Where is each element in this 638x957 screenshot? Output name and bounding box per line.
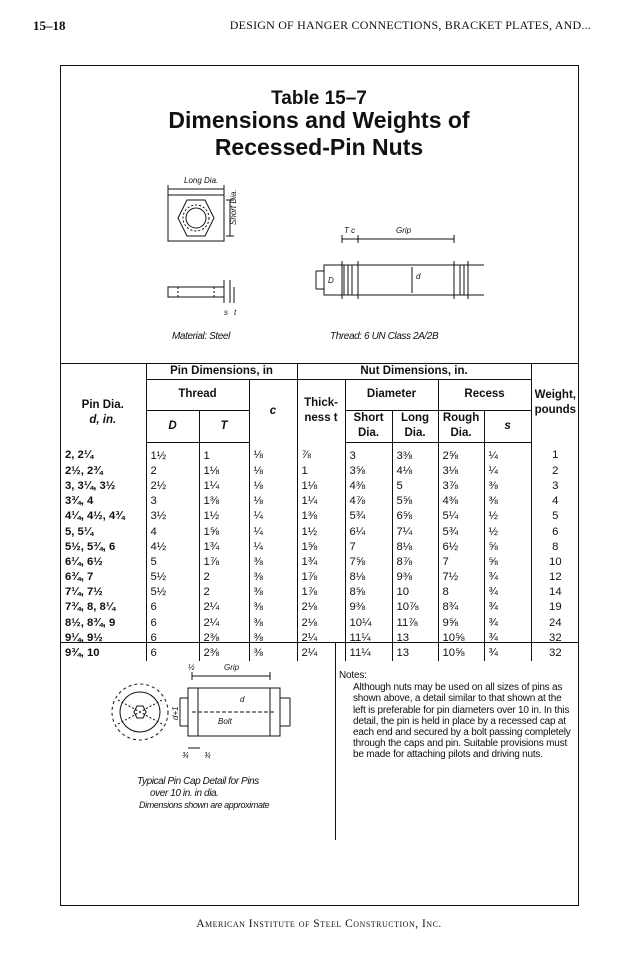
cell-rough: 4⅜ [438,494,484,509]
col-T: T [199,410,249,442]
cell-w: 32 [549,631,562,644]
table-row [60,509,579,524]
cell-short: 3⅝ [345,464,392,479]
label-three-quarter: ¾ [182,751,189,760]
cell-c: ⅛ [249,479,297,494]
cell-D: 2 [146,464,199,479]
cell-t: 1⅞ [297,585,345,600]
col-short-dia: Short Dia. [345,410,392,442]
cell-rough: 7 [438,555,484,570]
page-number: 15–18 [33,18,66,33]
cell-short: 11¼ [345,646,392,661]
label-short-dia: Short Dia. [229,189,238,225]
cell-c: ⅛ [249,442,297,464]
cell-short: 8⅝ [345,585,392,600]
cell-long: 9⅜ [392,570,438,585]
cell-rough: 8¾ [438,600,484,615]
table-row [60,600,579,615]
cell-t: 1⅛ [297,479,345,494]
cell-w: 14 [549,586,562,599]
cell-T: 2 [199,585,249,600]
cell-short: 3 [345,442,392,464]
cell-s: ¾ [484,570,531,585]
cell-c: ¼ [249,524,297,539]
cell-short: 4⅞ [345,494,392,509]
table-row [60,479,579,494]
label-d-bottom: d [240,695,245,704]
cell-t: 1⅝ [297,540,345,555]
cell-T: 1½ [199,509,249,524]
cell-D: 5 [146,555,199,570]
cell-rough: 10⅝ [438,631,484,646]
cell-rough: 8 [438,585,484,600]
cell-T: 1⅞ [199,555,249,570]
cell-T: 2⅜ [199,631,249,646]
group-nut-dimensions: Nut Dimensions, in. [297,364,531,380]
pin-cap-detail-figure [100,662,300,762]
table-row [60,442,579,464]
cell-D: 5½ [146,585,199,600]
cell-t: 2¼ [297,646,345,661]
cell-rough: 9⅝ [438,616,484,631]
cell-pin: 6¾, 7 [60,570,146,585]
cell-s: ¾ [484,616,531,631]
cell-w: 10 [549,555,562,568]
thickness-label: Thick- [304,397,338,409]
cell-long: 7¼ [392,524,438,539]
cell-c: ⅜ [249,570,297,585]
label-grip: Grip [396,226,412,235]
cell-T: 1¾ [199,540,249,555]
cell-w: 12 [549,571,562,584]
cell-short: 4⅜ [345,479,392,494]
label-D: D [328,276,334,285]
cell-pin: 3¾, 4 [60,494,146,509]
label-long-dia: Long Dia. [184,176,219,185]
cell-T: 2⅜ [199,646,249,661]
cell-c: ⅜ [249,555,297,570]
cell-c: ⅛ [249,494,297,509]
table-row [60,616,579,631]
cell-c: ⅛ [249,464,297,479]
notes-block [339,670,573,761]
cell-T: 1 [199,442,249,464]
table-title [0,107,638,161]
cell-long: 11⅞ [392,616,438,631]
cell-t: 1⅞ [297,570,345,585]
cell-s: ¾ [484,631,531,646]
cell-s: ⅝ [484,540,531,555]
table-row [60,524,579,539]
cell-w: 24 [549,616,562,629]
label-d-plus-1: d+1 [171,706,180,720]
cell-T: 2 [199,570,249,585]
table-row [60,494,579,509]
cell-short: 6¼ [345,524,392,539]
cell-short: 11¼ [345,631,392,646]
cell-c: ⅜ [249,646,297,661]
col-D: D [146,410,199,442]
cell-long: 8⅛ [392,540,438,555]
cell-t: 1 [297,464,345,479]
cell-rough: 2⅝ [438,442,484,464]
cell-t: 1¼ [297,494,345,509]
col-weight: Weight, pounds [531,364,579,443]
cell-long: 13 [392,631,438,646]
notes-title: Notes: [339,670,367,681]
cell-c: ⅜ [249,600,297,615]
cell-pin: 7¼, 7½ [60,585,146,600]
thickness-label-2: ness t [304,412,338,424]
cell-c: ⅜ [249,631,297,646]
subgroup-diameter: Diameter [345,380,438,411]
cell-c: ⅜ [249,616,297,631]
cell-rough: 6½ [438,540,484,555]
cell-rough: 3⅛ [438,464,484,479]
cell-s: ¾ [484,585,531,600]
cell-rough: 5¾ [438,524,484,539]
cell-s: ¼ [484,442,531,464]
running-header: DESIGN OF HANGER CONNECTIONS, BRACKET PLATES, AND... [229,18,591,32]
cell-t: 1⅜ [297,509,345,524]
col-s: s [484,410,531,442]
pin-dia-label: Pin Dia. [81,399,124,411]
notes-body: Although nuts may be used on all sizes of pins as shown above, a detail similar to that shown at the left is preferable for pin diameters over 10 in. In this detail, the pin is held in place by a recessed cap at each end and secured by a bolt passing completely through the caps and pin. Suitable provisions must be made for attaching pilots and driving nuts. [353,682,571,761]
cell-long: 4⅛ [392,464,438,479]
cell-short: 9⅜ [345,600,392,615]
cell-w: 4 [552,495,559,508]
cell-short: 5¾ [345,509,392,524]
cell-s: ¾ [484,600,531,615]
cell-w: 32 [549,647,562,660]
cell-t: 2⅛ [297,600,345,615]
table-row [60,464,579,479]
cell-D: 6 [146,616,199,631]
cell-T: 1⅛ [199,464,249,479]
cell-w: 5 [552,510,559,523]
cell-D: 6 [146,631,199,646]
cell-pin: 5½, 5¾, 6 [60,540,146,555]
label-bolt: Bolt [218,717,232,726]
cell-w: 1 [552,449,559,462]
cell-rough: 10⅝ [438,646,484,661]
cell-pin: 9¾, 10 [60,646,146,661]
label-d: d [416,272,421,281]
pin-cap-caption-3: Dimensions shown are approximate [139,800,270,810]
cell-D: 3½ [146,509,199,524]
cell-pin: 2½, 2¾ [60,464,146,479]
cell-D: 4 [146,524,199,539]
cell-w: 6 [552,525,559,538]
col-pin-dia [60,364,146,443]
cell-s: ¼ [484,464,531,479]
table-row [60,555,579,570]
cell-pin: 9¼, 9½ [60,631,146,646]
cell-T: 2¼ [199,600,249,615]
table-number: Table 15–7 [271,88,367,109]
cell-long: 13 [392,646,438,661]
label-grip-bottom: Grip [224,663,240,672]
cell-t: 1½ [297,524,345,539]
cell-D: 6 [146,600,199,615]
cell-T: 1¼ [199,479,249,494]
cell-s: ⅝ [484,555,531,570]
table-row [60,585,579,600]
pin-cap-caption-2: over 10 in. in dia. [150,788,219,799]
cell-long: 6⅝ [392,509,438,524]
cell-short: 7 [345,540,392,555]
cell-D: 1½ [146,442,199,464]
cell-T: 2¼ [199,616,249,631]
cell-rough: 5¼ [438,509,484,524]
label-tc: T c [344,226,356,235]
cell-T: 1⅜ [199,494,249,509]
cell-t: 1¾ [297,555,345,570]
col-c: c [249,380,297,443]
cell-D: 6 [146,646,199,661]
cell-long: 10 [392,585,438,600]
cell-pin: 3, 3¼, 3½ [60,479,146,494]
dimensions-table [60,363,579,661]
cell-D: 2½ [146,479,199,494]
cell-w: 2 [552,464,559,477]
cell-pin: 6¼, 6½ [60,555,146,570]
cell-w: 3 [552,479,559,492]
cell-long: 5 [392,479,438,494]
cell-t: 2¼ [297,631,345,646]
cell-s: ⅜ [484,494,531,509]
cell-c: ¼ [249,509,297,524]
table-body [60,442,579,661]
label-t: t [234,308,237,317]
cell-w: 8 [552,540,559,553]
bottom-divider [335,643,336,840]
cell-pin: 8½, 8¾, 9 [60,616,146,631]
cell-pin: 5, 5¼ [60,524,146,539]
label-s: s [224,308,228,317]
cell-long: 5⅝ [392,494,438,509]
col-long-dia: Long Dia. [392,410,438,442]
cell-c: ⅜ [249,585,297,600]
cell-s: ½ [484,509,531,524]
cell-long: 10⅞ [392,600,438,615]
cell-D: 3 [146,494,199,509]
page-footer: American Institute of Steel Construction, Inc. [196,918,442,930]
cell-s: ½ [484,524,531,539]
cell-pin: 7¾, 8, 8¼ [60,600,146,615]
thread-caption: Thread: 6 UN Class 2A/2B [330,331,439,342]
label-three-quarter-2: ¾ [204,751,211,760]
cell-T: 1⅝ [199,524,249,539]
cell-rough: 7½ [438,570,484,585]
cell-short: 10¼ [345,616,392,631]
material-caption: Material: Steel [172,331,230,342]
table-row [60,570,579,585]
pin-dia-unit: d, in. [89,414,117,426]
table-row [60,540,579,555]
cell-D: 4½ [146,540,199,555]
cell-short: 7⅝ [345,555,392,570]
cell-short: 8⅛ [345,570,392,585]
col-thickness [297,380,345,443]
cell-pin: 4¼, 4½, 4¾ [60,509,146,524]
cell-pin: 2, 2¼ [60,442,146,464]
cell-rough: 3⅞ [438,479,484,494]
table-title-line2: Recessed-Pin Nuts [214,134,424,160]
cell-w: 19 [549,601,562,614]
subgroup-thread: Thread [146,380,249,411]
cell-long: 3⅜ [392,442,438,464]
nut-dimension-figure [164,175,484,355]
cell-s: ⅜ [484,479,531,494]
label-half: ½ [188,663,195,672]
cell-s: ¾ [484,646,531,661]
cell-c: ¼ [249,540,297,555]
table-title-line1: Dimensions and Weights of [168,107,470,133]
cell-D: 5½ [146,570,199,585]
pin-cap-caption-1: Typical Pin Cap Detail for Pins [137,776,259,787]
subgroup-recess: Recess [438,380,531,411]
cell-t: 2⅛ [297,616,345,631]
col-rough-dia: Rough Dia. [438,410,484,442]
cell-long: 8⅞ [392,555,438,570]
group-pin-dimensions: Pin Dimensions, in [146,364,297,380]
cell-t: ⅞ [297,442,345,464]
